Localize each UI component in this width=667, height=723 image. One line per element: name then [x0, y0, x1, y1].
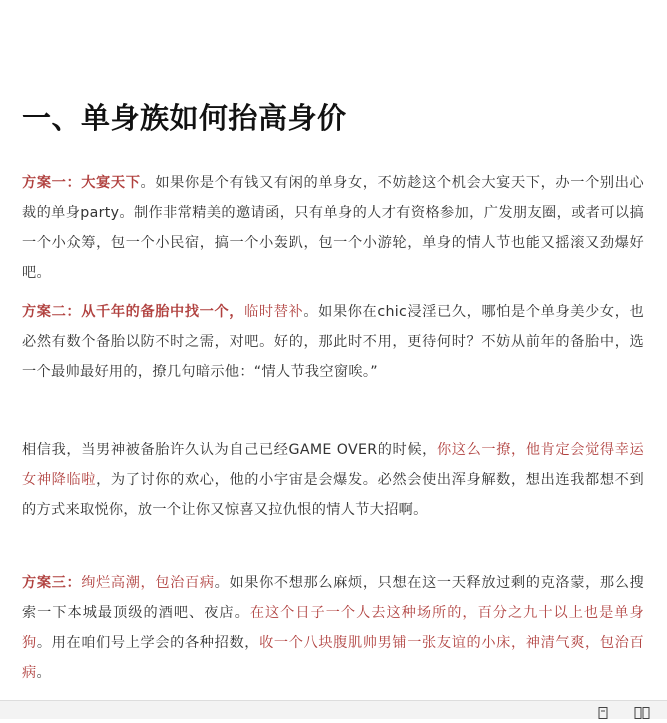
plan-1-label: 方案一：大宴天下 [22, 175, 141, 191]
paragraph-3-text-1: 相信我，当男神被备胎许久认为自己已经GAME OVER的时候， [22, 442, 437, 458]
paragraph-plan-3 [22, 568, 644, 688]
section-heading: 一、单身族如何抬高身价 [22, 101, 347, 135]
plan-3-text-2: 。用在咱们号上学会的各种招数， [36, 635, 260, 651]
columns-view-icon[interactable] [634, 704, 648, 716]
status-bar [0, 700, 667, 719]
page-view-icon[interactable] [596, 704, 610, 716]
paragraph-plan-2 [22, 297, 644, 387]
plan-3-highlight-1: 在这个日子一个人去这种场所的，百分之九十以上也是单身狗 [22, 605, 644, 651]
plan-2-text: 。如果你在chic浸淫已久，哪怕是个单身美少女，也必然有数个备胎以防不时之需，对吧。好的，那此时不用，更待何时？不妨从前年的备胎中，选一个最帅最好用的，撩几句暗示他：“情人节我空窗唉。” [22, 304, 644, 380]
plan-2-subtitle: 临时替补 [244, 304, 304, 320]
plan-3-highlight-2: 收一个八块腹肌帅男铺一张友谊的小床，神清气爽，包治百病 [22, 635, 644, 681]
plan-3-text-1: 。如果你不想那么麻烦，只想在这一天释放过剩的克洛蒙，那么搜索一下本城最顶级的酒吧、夜店。 [22, 575, 645, 621]
paragraph-3-text-2: ，为了讨你的欢心，他的小宇宙是会爆发。必然会使出浑身解数，想出连我都想不到的方式来取悦你，放一个让你又惊喜又拉仇恨的情人节大招啊。 [22, 472, 644, 518]
paragraph-3 [22, 435, 644, 525]
plan-2-label: 方案二：从千年的备胎中找一个， [22, 304, 245, 320]
paragraph-plan-1 [22, 168, 644, 288]
plan-3-text-3: 。 [36, 665, 51, 681]
plan-3-subtitle: 绚烂高潮，包治百病 [81, 575, 215, 591]
paragraph-3-highlight: 你这么一撩，他肯定会觉得幸运女神降临啦 [22, 442, 644, 488]
plan-1-text: 。如果你是个有钱又有闲的单身女，不妨趁这个机会大宴天下，办一个别出心裁的单身party。制作非常精美的邀请函，只有单身的人才有资格参加，广发朋友圈，或者可以搞一个小众筹，包一个小民宿，搞一个小轰趴，包一个小游轮，单身的情人节也能又摇滚又劲爆好吧。 [22, 175, 645, 281]
plan-3-label: 方案三： [22, 575, 82, 591]
